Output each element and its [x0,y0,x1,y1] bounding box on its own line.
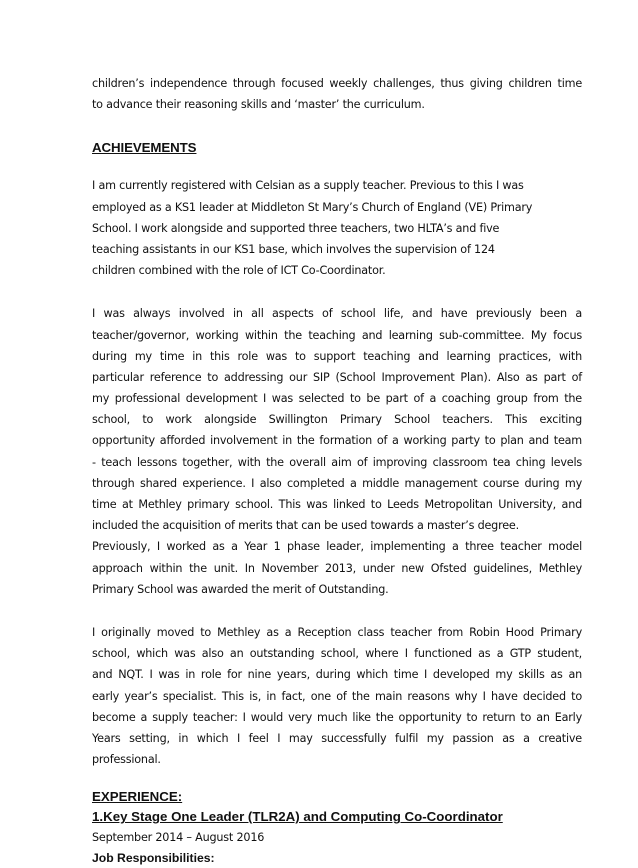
text-line: - teach lessons together, with the overall aim of improving classroom tea ching levels [92,455,582,469]
achievements-paragraph-2 [92,303,582,600]
text-line: I am currently registered with Celsian as a supply teacher. Previous to this I was [92,179,524,193]
text-line: through shared experience. I also completed a middle management course during my [92,476,582,490]
text-line: children’s independence through focused weekly challenges, thus giving children time [92,77,582,90]
text-line: approach within the unit. In November 2013, under new Ofsted guidelines, Methley [92,561,582,575]
achievements-paragraph-3 [92,622,582,770]
intro-paragraph [92,73,582,115]
text-line: time at Methley primary school. This was linked to Leeds Metropolitan University, and [92,498,582,511]
text-line: teacher/governor, working within the teaching and learning sub-committee. My focus [92,328,582,342]
text-line: employed as a KS1 leader at Middleton St Mary’s Church of England (VE) Primary [92,200,533,214]
text-line: opportunity afforded involvement in the formation of a working party to plan and team [92,434,582,448]
role-dates: September 2014 – August 2016 [92,831,265,845]
text-line: and NQT. I was in role for nine years, during which time I developed my skills as an [92,668,582,682]
text-line: Previously, I worked as a Year 1 phase leader, implementing a three teacher model [92,540,582,554]
text-line: School. I work alongside and supported three teachers, two HLTA’s and five [92,221,500,235]
text-line: to advance their reasoning skills and ‘master’ the curriculum. [92,98,425,112]
job-responsibilities-label: Job Responsibilities: [92,851,215,866]
experience-section [92,787,582,868]
text-line: school, to work alongside Swillington Primary School teachers. This exciting [92,413,582,427]
text-line: I was always involved in all aspects of school life, and have previously been a [92,307,582,321]
text-line: teaching assistants in our KS1 base, which involves the supervision of 124 [92,242,495,256]
text-line: Primary School was awarded the merit of Outstanding. [92,582,389,596]
document-body [92,73,582,868]
text-line: children combined with the role of ICT Co-Coordinator. [92,264,386,278]
text-line: my professional development I was selected to be part of a coaching group from the [92,392,582,406]
text-line: I originally moved to Methley as a Reception class teacher from Robin Hood Primary [92,625,582,639]
text-line: Years setting, in which I feel I may successfully fulfil my passion as a creative [92,731,582,745]
text-line: become a supply teacher: I would very much like the opportunity to return to an Early [92,710,582,724]
text-line: particular reference to addressing our SIP (School Improvement Plan). Also as part of [92,370,582,384]
experience-heading: EXPERIENCE: [92,789,183,805]
text-line: included the acquisition of merits that can be used towards a master’s degree. [92,519,519,533]
text-line: during my time in this role was to support teaching and learning practices, with [92,349,582,363]
text-line: early year’s specialist. This is, in fact, one of the main reasons why I have decided to [92,689,582,703]
role-title: 1.Key Stage One Leader (TLR2A) and Computing Co-Coordinator [92,809,503,825]
achievements-paragraph-1 [92,175,582,281]
text-line: professional. [92,753,161,767]
text-line: school, which was also an outstanding school, where I functioned as a GTP student, [92,647,582,661]
achievements-heading: ACHIEVEMENTS [92,140,197,156]
